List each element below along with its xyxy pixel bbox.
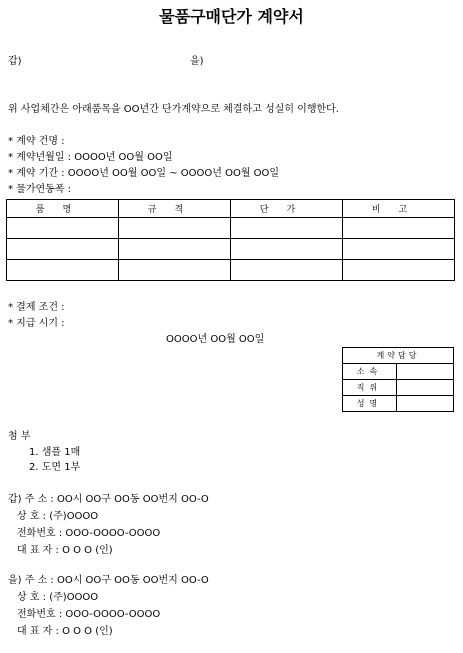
attachment-item: 1. 샘플 1매 [29, 447, 81, 458]
party-a-address: 갑) 주 소 : OO시 OO구 OO동 OO번지 OO-O [8, 494, 209, 505]
table-row [343, 364, 454, 380]
rep-label-position: 직위 [343, 380, 397, 396]
contract-rep-table [342, 347, 454, 412]
table-row [7, 239, 455, 260]
field-contract-period: * 계약 기간 : OOOO년 OO월 OO일 ~ OOOO년 OO월 OO일 [8, 168, 280, 179]
table-row [343, 396, 454, 412]
header-item-name: 품명 [7, 200, 119, 218]
rep-label-dept: 소속 [343, 364, 397, 380]
party-b-label: 을) [190, 56, 204, 67]
document-title: 물품구매단가 계약서 [159, 7, 304, 26]
table-cell[interactable] [343, 260, 455, 281]
table-row [343, 380, 454, 396]
payment-period: * 지급 시기 : [8, 318, 65, 329]
header-remarks: 비고 [343, 200, 455, 218]
attachments-heading: 첨 부 [8, 431, 31, 442]
table-cell[interactable] [119, 260, 231, 281]
party-a-label: 갑) [8, 56, 22, 67]
table-cell[interactable] [343, 239, 455, 260]
table-cell[interactable] [119, 239, 231, 260]
party-b-ceo: 대 표 자 : O O O (인) [17, 626, 113, 637]
table-cell[interactable] [231, 239, 343, 260]
rep-label-name: 성명 [343, 396, 397, 412]
item-table [6, 199, 455, 281]
table-cell[interactable] [343, 218, 455, 239]
rep-value-dept[interactable] [397, 364, 454, 380]
contract-date: OOOO년 OO월 OO일 [166, 334, 265, 345]
party-b-company: 상 호 : (주)OOOO [17, 592, 99, 603]
table-cell[interactable] [7, 218, 119, 239]
party-b-address: 을) 주 소 : OO시 OO구 OO동 OO번지 OO-O [8, 575, 209, 586]
intro-text: 위 사업체간은 아래품목을 OO년간 단가계약으로 체결하고 성실히 이행한다. [8, 104, 339, 115]
item-table-header [7, 200, 455, 218]
party-b-phone: 전화번호 : OOO-OOOO-OOOO [17, 609, 161, 620]
payment-condition: * 결제 조건 : [8, 302, 65, 313]
table-row [7, 260, 455, 281]
header-unit-price: 단가 [231, 200, 343, 218]
rep-value-name[interactable] [397, 396, 454, 412]
rep-table-header: 계약담당 [343, 348, 454, 364]
party-a-ceo: 대 표 자 : O O O (인) [17, 545, 113, 556]
field-contract-name: * 계약 건명 : [8, 136, 65, 147]
attachment-item: 2. 도면 1부 [29, 462, 81, 473]
table-row [7, 218, 455, 239]
table-cell[interactable] [119, 218, 231, 239]
field-price-index: * 물가연동폭 : [8, 184, 72, 195]
party-a-phone: 전화번호 : OOO-OOOO-OOOO [17, 528, 161, 539]
party-a-company: 상 호 : (주)OOOO [17, 511, 99, 522]
table-cell[interactable] [231, 260, 343, 281]
field-contract-date: * 계약년월일 : OOOO년 OO월 OO일 [8, 152, 173, 163]
header-spec: 규격 [119, 200, 231, 218]
table-cell[interactable] [7, 260, 119, 281]
rep-value-position[interactable] [397, 380, 454, 396]
table-cell[interactable] [7, 239, 119, 260]
table-cell[interactable] [231, 218, 343, 239]
